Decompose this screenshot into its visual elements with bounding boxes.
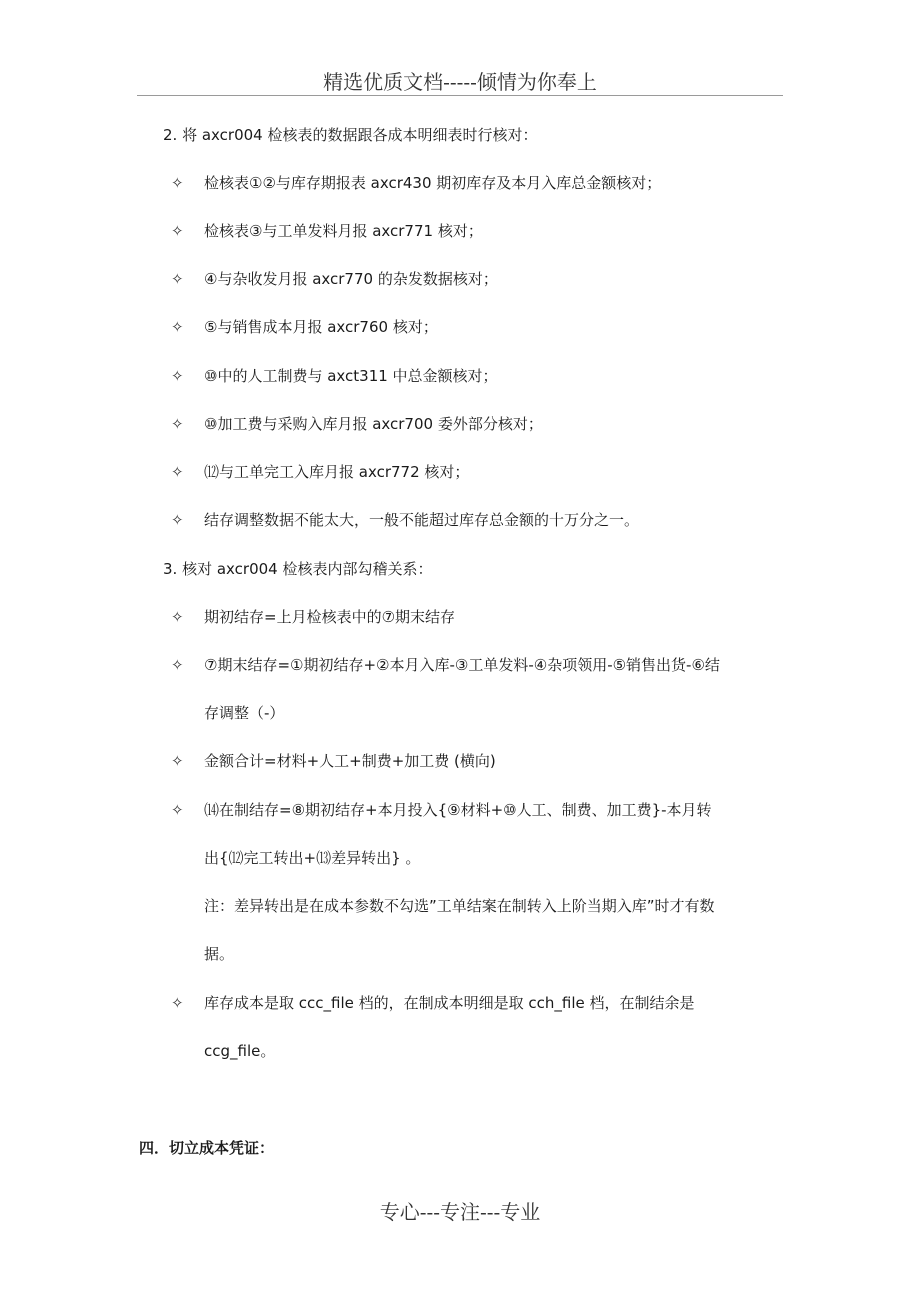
relation-item: ⒁在制结存=⑧期初结存+本月投入{⑨材料+⑩人工、制费、加工费}-本月转 [204, 801, 712, 819]
item-3-heading: 3. 核对 axcr004 检核表内部勾稽关系： [163, 560, 433, 578]
diamond-bullet-icon: ✧ [171, 367, 184, 385]
relation-item: 库存成本是取 ccc_file 档的，在制成本明细是取 cch_file 档，在制结余是 [204, 994, 695, 1012]
diamond-bullet-icon: ✧ [171, 270, 184, 288]
relation-item: 金额合计=材料+人工+制费+加工费 (横向) [204, 752, 496, 770]
relation-item: 期初结存=上月检核表中的⑦期末结存 [204, 608, 456, 626]
diamond-bullet-icon: ✧ [171, 511, 184, 529]
check-item: 检核表①②与库存期报表 axcr430 期初库存及本月入库总金额核对； [204, 174, 662, 192]
check-item: ⑤与销售成本月报 axcr760 核对； [204, 318, 438, 336]
relation-item-continued: ccg_file。 [204, 1042, 276, 1060]
header-divider [137, 95, 783, 96]
diamond-bullet-icon: ✧ [171, 608, 184, 626]
section-4-heading: 四．切立成本凭证： [139, 1139, 275, 1157]
diamond-bullet-icon: ✧ [171, 415, 184, 433]
note-text-continued: 据。 [204, 945, 235, 963]
diamond-bullet-icon: ✧ [171, 318, 184, 336]
check-item: 检核表③与工单发料月报 axcr771 核对； [204, 222, 483, 240]
diamond-bullet-icon: ✧ [171, 174, 184, 192]
diamond-bullet-icon: ✧ [171, 994, 184, 1012]
relation-item-continued: 出{⑿完工转出+⒀差异转出} 。 [204, 849, 421, 867]
check-item: ⑿与工单完工入库月报 axcr772 核对； [204, 463, 470, 481]
diamond-bullet-icon: ✧ [171, 463, 184, 481]
check-item: ④与杂收发月报 axcr770 的杂发数据核对； [204, 270, 498, 288]
page-header: 精选优质文档-----倾情为你奉上 [323, 70, 597, 94]
check-item: ⑩加工费与采购入库月报 axcr700 委外部分核对； [204, 415, 543, 433]
item-2-heading: 2. 将 axcr004 检核表的数据跟各成本明细表时行核对： [163, 126, 538, 144]
page-footer: 专心---专注---专业 [379, 1200, 541, 1224]
check-item: 结存调整数据不能太大，一般不能超过库存总金额的十万分之一。 [204, 511, 640, 529]
diamond-bullet-icon: ✧ [171, 222, 184, 240]
diamond-bullet-icon: ✧ [171, 801, 184, 819]
relation-item: ⑦期末结存=①期初结存+②本月入库-③工单发料-④杂项领用-⑤销售出货-⑥结 [204, 656, 720, 674]
note-text: 注：差异转出是在成本参数不勾选”工单结案在制转入上阶当期入库”时才有数 [204, 897, 715, 915]
check-item: ⑩中的人工制费与 axct311 中总金额核对； [204, 367, 498, 385]
relation-item-continued: 存调整（-） [204, 704, 285, 722]
diamond-bullet-icon: ✧ [171, 752, 184, 770]
diamond-bullet-icon: ✧ [171, 656, 184, 674]
